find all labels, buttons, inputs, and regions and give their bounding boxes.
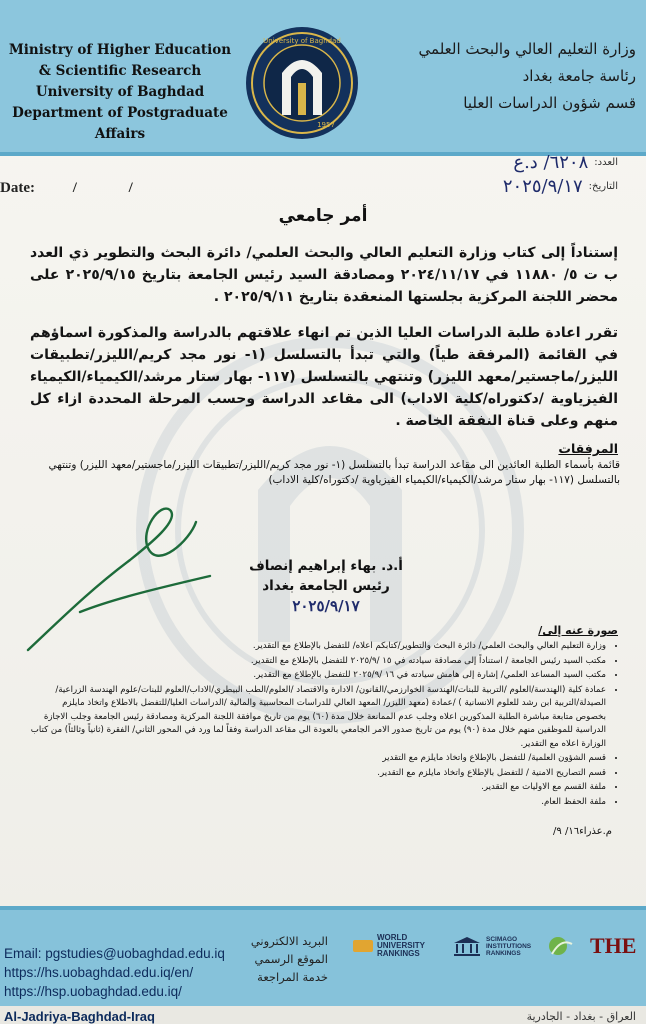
ministry-name-en-2: & Scientific Research — [38, 63, 202, 79]
ministry-name-en: Ministry of Higher Education — [8, 42, 232, 58]
presidency-name-ar: رئاسة جامعة بغداد — [522, 67, 636, 85]
logo-year: 1957 — [317, 121, 335, 129]
copies-title: صورة عنه إلى/ — [538, 624, 618, 637]
copy-item: • قسم الشؤون العلمية/ للتفضل بالإطلاع واتخاذ مايلزم مع التقدير — [30, 752, 606, 766]
date-en-value: / / — [72, 180, 157, 196]
english-date-field — [0, 180, 157, 197]
signatory-name: أ.د. بهاء إبراهيم إنصاف — [249, 558, 403, 574]
reference-date-row — [503, 174, 618, 198]
signatory-title: رئيس الجامعة بغداد — [262, 578, 390, 594]
paragraph-reference: إستناداً إلى كتاب وزارة التعليم العالي والبحث العلمي/ دائرة البحث والتطوير ذي العدد ب ت ٥/ ١١٨٨٠ في ٢٠٢٤/١١/١٧ ومصادقة السيد رئيس الجامعة بتاريخ ٢٠٢٥/٩/١٥ على محضر اللجنة المركزية بجلستها المنعقدة بتاريخ ٢٠٢٥/٩/١١ . — [30, 245, 618, 305]
number-label: العدد: — [594, 156, 618, 168]
ranking-the-label: THE — [590, 933, 637, 958]
footer-ar-site: الموقع الرسمي — [254, 952, 328, 966]
department-name-ar: قسم شؤون الدراسات العليا — [463, 94, 636, 112]
date-label: التاريخ: — [588, 180, 618, 192]
footer-contact-en — [4, 944, 225, 1001]
footer-city-ar: العراق - بغداد - الجادرية — [526, 1010, 636, 1023]
university-name-en: University of Baghdad — [35, 84, 205, 100]
date-value: ٢٠٢٥/٩/١٧ — [502, 175, 583, 197]
copy-item: • مكتب السيد المساعد العلمي/ إشارة إلى هامش سيادته في ١٦ /٢٠٢٥/٩ للتفضل بالإطلاع مع التقدير. — [30, 669, 606, 683]
department-name-en: Department of Postgraduate Affairs — [12, 105, 228, 142]
footer-website-2[interactable]: https://hsp.uobaghdad.edu.iq/ — [4, 984, 182, 999]
copy-item: • وزارة التعليم العالي والبحث العلمي/ دائرة البحث والتطوير/كتابكم اعلاه/ للتفضل بالإطلاع مع التقدير. — [30, 640, 606, 654]
footer-website-1[interactable]: https://hs.uobaghdad.edu.iq/en/ — [4, 965, 194, 980]
logo-text: University of Baghdad — [263, 37, 341, 45]
date-en-label: Date: — [0, 180, 35, 196]
number-value: ٦٢٠٨/ د.ع — [513, 151, 589, 173]
letterhead-header — [0, 0, 646, 156]
footer-email[interactable]: Email: pgstudies@uobaghdad.edu.iq — [4, 946, 225, 961]
reference-number-row — [503, 150, 618, 174]
university-logo — [244, 25, 360, 141]
reference-block — [503, 150, 618, 198]
copies-list — [30, 640, 620, 810]
copy-item: • ملفة الحفظ العام. — [30, 796, 606, 810]
letterhead-footer — [0, 906, 646, 1024]
institution-building-icon — [452, 936, 482, 956]
header-arabic — [386, 36, 636, 117]
signatory-block — [196, 556, 456, 616]
signatory-date: ٢٠٢٥/٩/١٧ — [292, 597, 360, 615]
ranking-green-icon — [546, 934, 576, 958]
footer-ar-email: البريد الالكتروني — [250, 934, 328, 948]
paragraph-decision: تقرر اعادة طلبة الدراسات العليا الذين تم انهاء علاقتهم بالدراسة والمذكورة اسماؤهم في القائمة (المرفقة طياً) والتي تبدأ بالتسلسل (١- نور مجد كريم/الليزر/تطبيقات الليزر/ماجستير/معهد الليزر) وتنتهي بالتسلسل (١١٧- بهار ستار مرشد/الكيمياء/الكيمياء الفيزياوية /دكتوراه/كلية الاداب) الى مقاعد الدراسة وحسب المرحلة المحددة ازاء كل منهم وعلى قناة النفقة الخاصة . — [30, 325, 618, 429]
clerk-reference: م.عذراء١٦/ ٩/ — [553, 826, 612, 837]
ranking-scimago-label: SCIMAGO INSTITUTIONS RANKINGS — [486, 935, 532, 957]
attachments-title: المرفقات — [558, 441, 618, 456]
header-english — [0, 40, 240, 145]
copy-item: • ملفة القسم مع الاوليات مع التقدير. — [30, 781, 606, 795]
ministry-name-ar: وزارة التعليم العالي والبحث العلمي — [418, 40, 636, 58]
copy-item: • عمادة كلية (الهندسة/العلوم /التربية للبنات/الهندسة الخوارزمي/القانون/ الادارة والاقتصاد /العلوم/الطب البيطري/الاداب/العلوم للبنات/علوم الهندسة الزراعية/الصيدلة/التربية ابن رشد للعلوم الانسانية ) /عمادة (معهد الليزر/ المعهد العالي للدراسات المحاسبية والمالية /الدراسات العليا/للتفضل بالاطلاع واتخاذ مايلزم بخصوص متابعة مباشرة الطلبة المذكورين اعلاه وجلب عدم الممانعة خلال مدة (٦٠) يوم من تاريخ موافقة اللجنة المركزية ومصادقة رئيس الجامعة وجلب الاجازة الدراسية للموظفين منهم خلال مدة (٩٠) يوم من تاريخ صدور الامر الجامعي بالعودة الى مقاعد الدراسة وفقاً لما ورد في المحور الثاني/ الفقرة (ثانياً وثالثاً) من كتاب الوزارة اعلاه مع التقدير. — [30, 684, 606, 752]
ranking-badge-scimago — [452, 934, 542, 958]
ranking-badge-world — [352, 934, 441, 958]
attachments-text: قائمة بأسماء الطلبة العائدين الى مقاعد الدراسة تبدأ بالتسلسل (١- نور مجد كريم/الليزر/تطبيقات الليزر/ماجستير/معهد الليزر) وتنتهي بالتسلسل (١١٧- بهار ستار مرشد/الكيمياء/الكيمياء الفيزياوية /دكتوراه/كلية الاداب) — [48, 459, 620, 486]
footer-city-en: Al-Jadriya-Baghdad-Iraq — [4, 1009, 155, 1024]
document-title: أمر جامعي — [278, 206, 368, 226]
copy-item: • مكتب السيد رئيس الجامعة / استناداً إلى مصادقة سيادته في ١٥ /٢٠٢٥/٩ للتفضل بالإطلاع مع التقدير. — [30, 655, 606, 669]
copy-item: • قسم التصاريح الامنية / للتفضل بالإطلاع واتخاذ مايلزم مع التقدير. — [30, 767, 606, 781]
footer-ar-service: خدمة المراجعة — [257, 970, 328, 984]
footer-contact-ar — [228, 932, 328, 986]
handwritten-signature — [20, 500, 220, 660]
ranking-world-icon — [352, 937, 374, 955]
ranking-world-label: WORLD UNIVERSITY RANKINGS — [377, 933, 425, 958]
footer-address-bar — [0, 1006, 646, 1024]
